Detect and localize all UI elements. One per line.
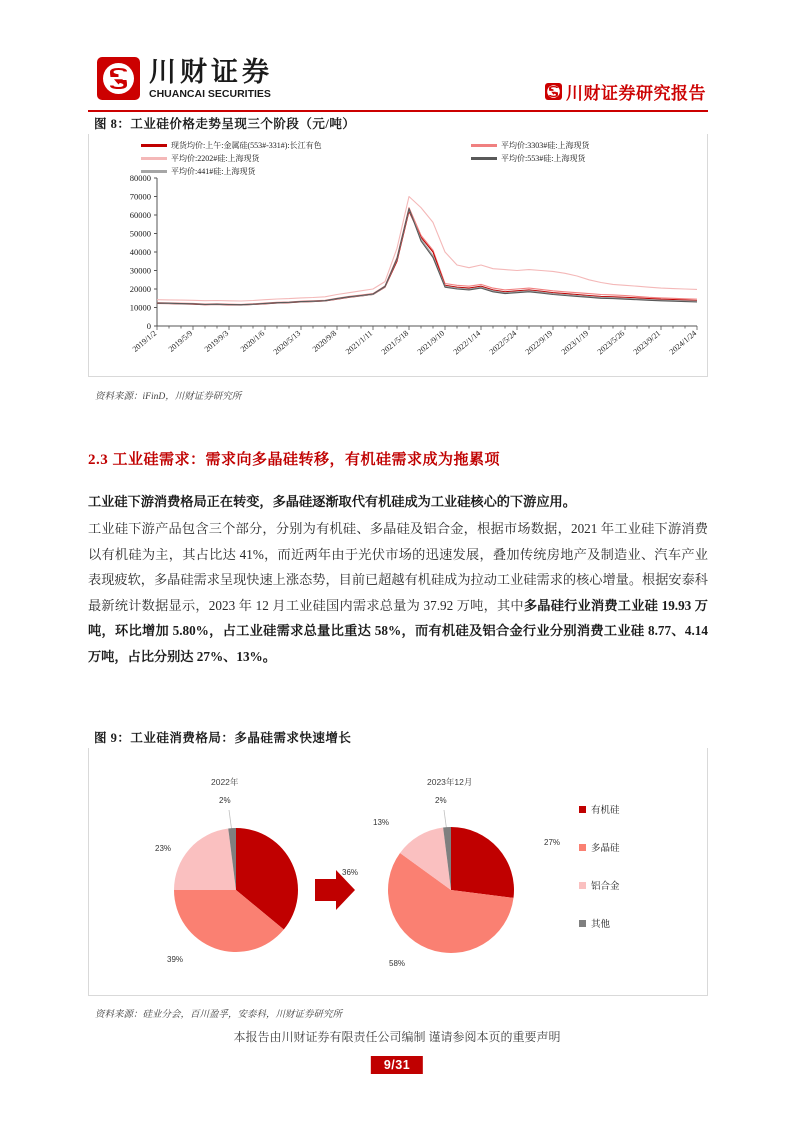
pie-legend-item-poly: [579, 828, 620, 866]
pie-right-label-organic: 27%: [544, 838, 561, 847]
legend-label: 平均价:2202#硅:上海现货: [171, 154, 260, 163]
legend-label: 平均价:441#硅:上海现货: [171, 167, 256, 176]
svg-text:2020/5/13: 2020/5/13: [271, 328, 303, 357]
legend-label: 平均价:3303#硅:上海现货: [501, 141, 590, 150]
svg-text:2022/9/19: 2022/9/19: [523, 328, 555, 357]
figure9-title-bar: [88, 728, 708, 749]
logo-s-arrow-icon: [103, 63, 134, 94]
header-divider: [88, 110, 708, 112]
legend-swatch-icon: [141, 170, 167, 172]
logo-english-name: CHUANCAI SECURITIES: [149, 88, 271, 100]
svg-text:50000: 50000: [129, 228, 151, 239]
figure9-chart-box: [88, 748, 708, 996]
svg-text:2019/9/3: 2019/9/3: [202, 328, 231, 354]
svg-text:40000: 40000: [129, 247, 151, 257]
pie-legend-item-alloy: [579, 866, 620, 904]
page-header: [0, 0, 794, 118]
body-text-part2: 多晶硅行业消费工业硅 19.93 万吨，环比增加 5.80%，占工业硅需求总量比重达 58%，而有机硅及铝合金行业分别消费工业硅 8.77、4.14 万吨，占比分别达 27%、13%。: [88, 597, 708, 664]
figure9-title: 图 9：工业硅消费格局：多晶硅需求快速增长: [94, 731, 352, 745]
section-body-paragraph: [88, 516, 708, 669]
line-chart-legend: [141, 140, 701, 177]
pie-left-label-other: 2%: [219, 796, 231, 805]
brand-s-arrow-icon: [545, 83, 562, 100]
section-heading: 2.3 工业硅需求：需求向多晶硅转移，有机硅需求成为拖累项: [88, 452, 501, 468]
legend-swatch-icon: [471, 144, 497, 146]
legend-swatch-icon: [471, 157, 497, 159]
svg-text:2021/5/18: 2021/5/18: [379, 328, 411, 357]
section-lead-paragraph: [88, 489, 708, 515]
pie-legend: [579, 790, 620, 942]
legend-swatch-icon: [141, 157, 167, 159]
footer-disclaimer: 本报告由川财证券有限责任公司编制 谨请参阅本页的重要声明: [233, 1030, 561, 1044]
pie-right-title: 2023年12月: [427, 777, 473, 787]
price-trend-line-chart: [89, 134, 709, 399]
svg-text:70000: 70000: [129, 191, 151, 202]
svg-text:10000: 10000: [129, 302, 151, 313]
page-number-badge: 9/31: [371, 1056, 423, 1074]
legend-swatch-icon: [579, 844, 586, 851]
svg-text:20000: 20000: [129, 284, 151, 294]
pie-legend-label: 有机硅: [591, 806, 620, 816]
pie-right-label-poly: 58%: [389, 959, 406, 968]
svg-text:2020/9/8: 2020/9/8: [310, 328, 339, 354]
legend-swatch-icon: [141, 144, 167, 146]
pie-left-label-organic: 36%: [342, 868, 359, 877]
pie-left-label-poly: 39%: [167, 955, 184, 964]
legend-label: 平均价:553#硅:上海现货: [501, 154, 586, 163]
svg-text:30000: 30000: [129, 265, 151, 276]
legend-item-2202: [141, 153, 471, 164]
svg-text:2022/5/24: 2022/5/24: [487, 328, 519, 357]
svg-text:0: 0: [146, 321, 151, 331]
legend-label: 现货均价:上午:金属硅(553#-331#):长江有色: [171, 141, 322, 150]
pie-right-label-alloy: 13%: [373, 818, 390, 827]
legend-item-553: [471, 153, 701, 164]
consumption-pie-charts: [89, 748, 709, 983]
svg-text:60000: 60000: [129, 210, 151, 220]
legend-swatch-icon: [579, 920, 586, 927]
svg-text:2024/1/24: 2024/1/24: [667, 328, 699, 357]
pie-legend-label: 其他: [591, 920, 611, 930]
line-chart-plot: [89, 174, 709, 399]
svg-text:2021/9/10: 2021/9/10: [415, 328, 447, 357]
pie-legend-item-other: [579, 904, 620, 942]
pie-legend-label: 多晶硅: [591, 844, 620, 854]
report-brand: [545, 79, 706, 104]
svg-text:2021/1/11: 2021/1/11: [343, 328, 375, 357]
legend-item-changjiang: [141, 140, 471, 151]
body-text-part1: 工业硅下游产品包含三个部分，分别为有机硅、多晶硅及铝合金，根据市场数据，2021 年工业硅下游消费以有机硅为主，其占比达 41%，而近两年由于光伏市场的迅速发展，叠加传统房地产及制造业、汽车产业表现疲软，多晶硅需求呈现快速上涨态势，目前已超越有机硅成为拉动工业硅需求的核心增量。根据安泰科最新统计数据显示，2023 年 12 月工业硅国内需求总量为 37.92 万吨，其中: [88, 521, 708, 613]
pie-right-label-other: 2%: [435, 796, 447, 805]
report-brand-title: 川财证券研究报告: [566, 84, 706, 103]
figure8-source: 资料来源：iFinD，川财证券研究所: [95, 392, 242, 402]
company-logo: [97, 57, 273, 100]
brand-badge-icon: [545, 83, 562, 100]
pie-legend-label: 铝合金: [591, 882, 620, 892]
legend-swatch-icon: [579, 882, 586, 889]
svg-text:2019/5/9: 2019/5/9: [166, 328, 195, 354]
figure8-title-bar: [88, 114, 708, 135]
legend-item-3303: [471, 140, 701, 151]
legend-swatch-icon: [579, 806, 586, 813]
logo-mark-icon: [97, 57, 140, 100]
figure8-title: 图 8：工业硅价格走势呈现三个阶段（元/吨）: [94, 117, 356, 131]
svg-text:2019/1/2: 2019/1/2: [130, 328, 159, 354]
pie-left-label-alloy: 23%: [155, 844, 172, 853]
figure8-chart-box: [88, 134, 708, 377]
svg-text:80000: 80000: [129, 174, 151, 183]
svg-text:2020/1/6: 2020/1/6: [238, 328, 267, 354]
figure9-source: 资料来源：硅业分会，百川盈孚，安泰科，川财证券研究所: [95, 1010, 343, 1020]
logo-chinese-name: 川财证券: [149, 57, 273, 87]
pie-left-title: 2022年: [211, 777, 239, 787]
svg-text:2022/1/14: 2022/1/14: [451, 328, 483, 357]
lead-text: 工业硅下游消费格局正在转变，多晶硅逐渐取代有机硅成为工业硅核心的下游应用。: [88, 494, 576, 509]
svg-text:2023/1/19: 2023/1/19: [559, 328, 591, 357]
svg-text:2023/9/21: 2023/9/21: [631, 328, 663, 357]
pie-legend-item-organic: [579, 790, 620, 828]
svg-text:2023/5/26: 2023/5/26: [595, 328, 627, 357]
